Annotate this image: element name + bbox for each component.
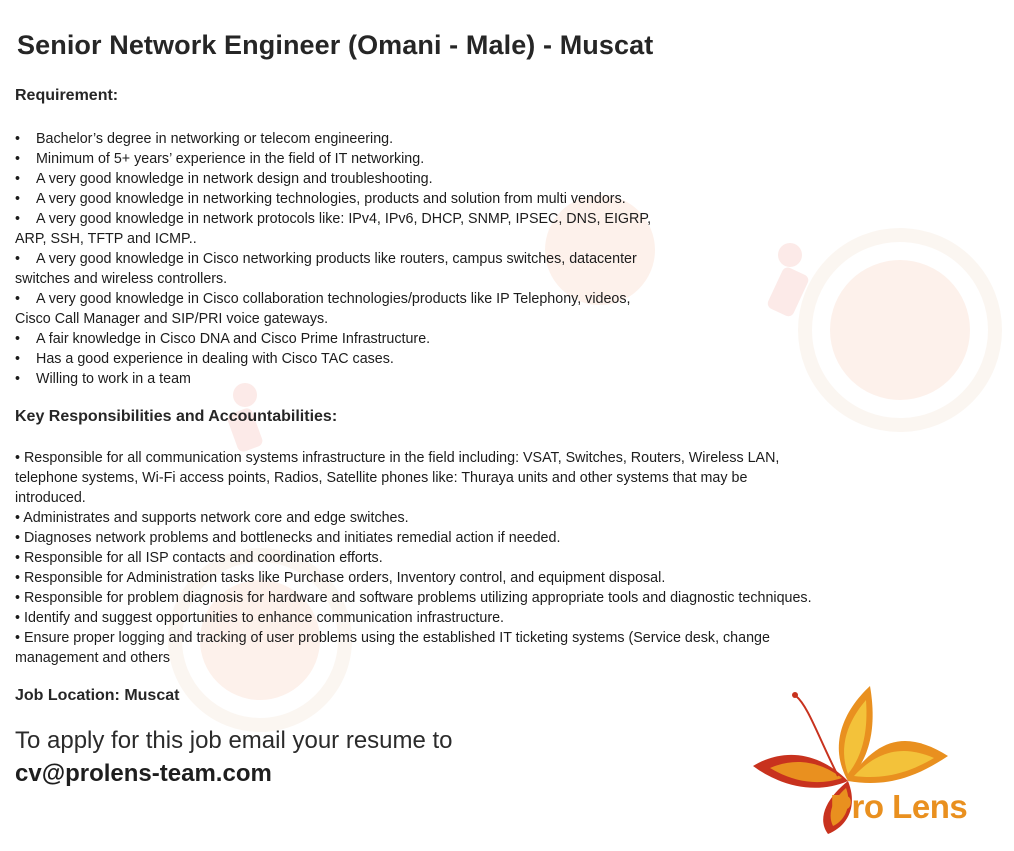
requirement-item: • A very good knowledge in networking technologies, products and solution from multi vendors. bbox=[15, 191, 626, 207]
responsibility-line: • Responsible for problem diagnosis for hardware and software problems utilizing appropriate tools and diagnostic techniques. bbox=[15, 590, 812, 606]
requirement-item-continuation: Cisco Call Manager and SIP/PRI voice gateways. bbox=[15, 311, 329, 327]
requirement-item: • A very good knowledge in Cisco collaboration technologies/products like IP Telephony, videos, Cisco Call Manager and SIP/PRI voice gateways. bbox=[15, 289, 1005, 329]
responsibility-line: introduced. bbox=[15, 490, 86, 506]
requirement-heading: Requirement: bbox=[15, 87, 119, 104]
requirement-item: • A fair knowledge in Cisco DNA and Cisco Prime Infrastructure. bbox=[15, 331, 431, 347]
requirement-item: • A very good knowledge in network protocols like: IPv4, IPv6, DHCP, SNMP, IPSEC, DNS, EIGRP, ARP, SSH, TFTP and ICMP.. bbox=[15, 209, 1005, 249]
responsibility-line: • Responsible for all ISP contacts and coordination efforts. bbox=[15, 550, 383, 566]
job-location: Job Location: Muscat bbox=[15, 687, 180, 704]
requirement-item: • Minimum of 5+ years’ experience in the field of IT networking. bbox=[15, 151, 425, 167]
responsibility-line: management and others bbox=[15, 650, 170, 666]
logo-wordmark: Pro Lens bbox=[830, 788, 968, 825]
job-title: Senior Network Engineer (Omani - Male) - Muscat bbox=[17, 30, 654, 60]
responsibility-line: telephone systems, Wi-Fi access points, Radios, Satellite phones like: Thuraya units and other systems that may be bbox=[15, 470, 748, 486]
responsibility-line: • Administrates and supports network core and edge switches. bbox=[15, 510, 409, 526]
requirement-item: • A very good knowledge in Cisco networking products like routers, campus switches, datacenter switches and wireless controllers. bbox=[15, 249, 1005, 289]
requirement-item-continuation: ARP, SSH, TFTP and ICMP.. bbox=[15, 231, 197, 247]
responsibility-line: • Responsible for all communication systems infrastructure in the field including: VSAT, Switches, Routers, Wireless LAN, bbox=[15, 450, 780, 466]
apply-email-link[interactable]: cv@prolens-team.com bbox=[15, 760, 272, 787]
requirement-item-continuation: switches and wireless controllers. bbox=[15, 271, 228, 287]
responsibilities-heading: Key Responsibilities and Accountabilities: bbox=[15, 408, 338, 425]
requirement-item: • Bachelor’s degree in networking or telecom engineering. bbox=[15, 131, 394, 147]
apply-instructions: To apply for this job email your resume to bbox=[15, 727, 453, 754]
responsibility-line: • Responsible for Administration tasks like Purchase orders, Inventory control, and equipment disposal. bbox=[15, 570, 666, 586]
requirement-item: • Willing to work in a team bbox=[15, 371, 191, 387]
responsibility-line: • Identify and suggest opportunities to enhance communication infrastructure. bbox=[15, 610, 504, 626]
requirement-item: • A very good knowledge in network design and troubleshooting. bbox=[15, 171, 433, 187]
responsibilities-list bbox=[15, 448, 1005, 668]
responsibility-line: • Diagnoses network problems and bottlenecks and initiates remedial action if needed. bbox=[15, 530, 561, 546]
requirement-item: • Has a good experience in dealing with Cisco TAC cases. bbox=[15, 351, 394, 367]
requirement-list bbox=[15, 129, 1005, 389]
responsibility-line: • Ensure proper logging and tracking of user problems using the established IT ticketing systems (Service desk, change bbox=[15, 630, 770, 646]
